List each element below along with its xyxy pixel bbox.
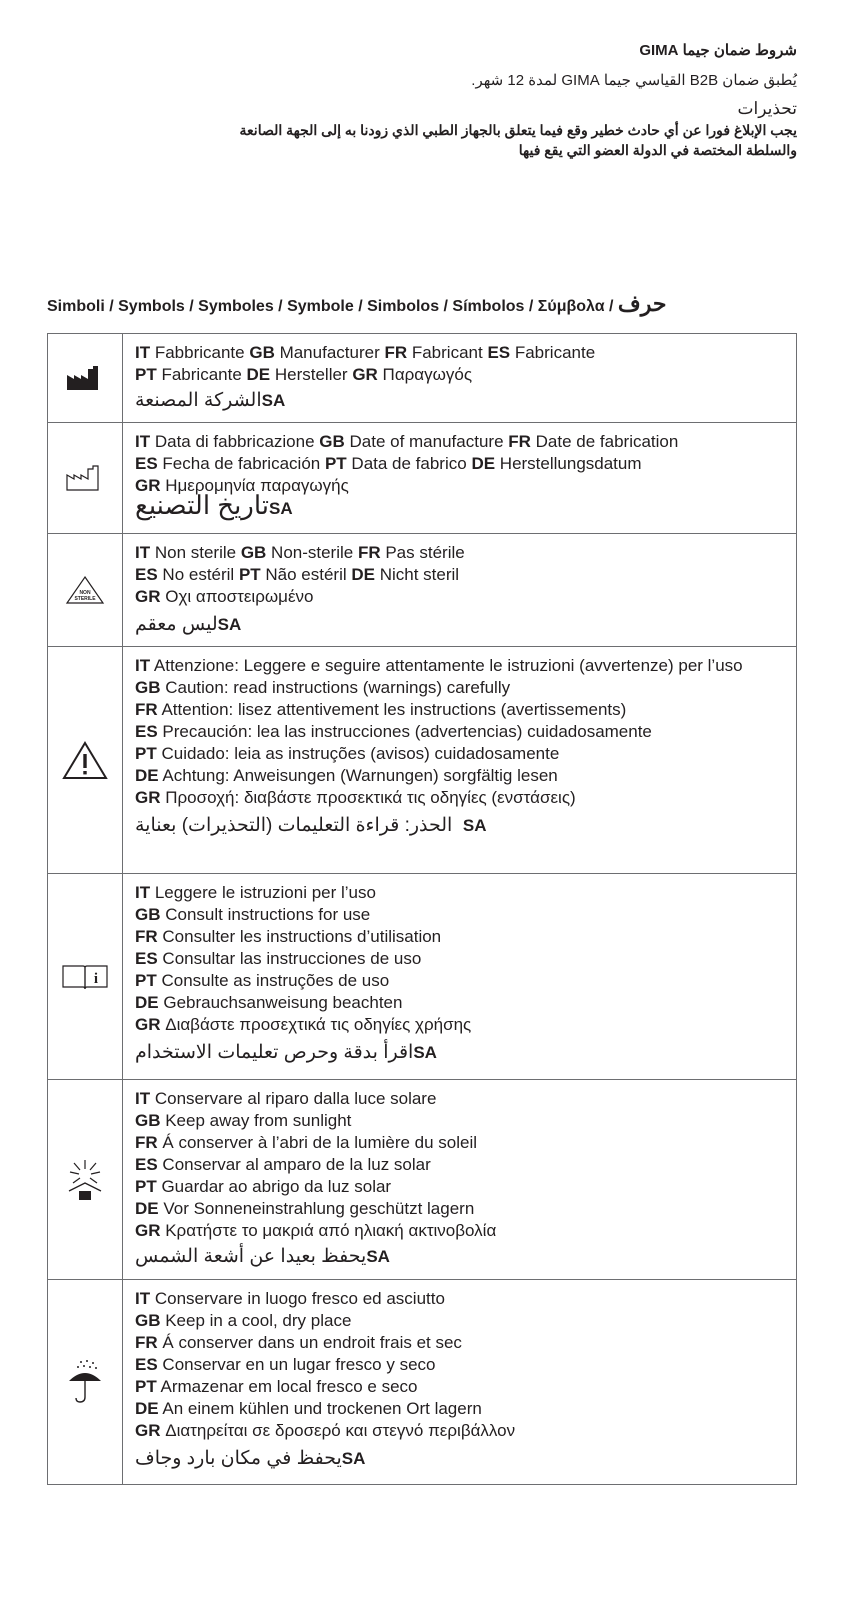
warranty-text: يُطبق ضمان B2B القياسي جيما GIMA لمدة 12 شهر. [471, 72, 797, 89]
table-row [48, 1280, 797, 1485]
lang-code: GR [135, 476, 161, 495]
lang-code: ES [487, 343, 511, 362]
lang-text: Fabricant [407, 343, 488, 362]
lang-code: DE [246, 365, 271, 384]
lang-code: PT [135, 1177, 157, 1196]
lang-text: Κρατήστε το μακριά από ηλιακή ακτινοβολία [160, 1221, 497, 1240]
symbols-table [47, 333, 797, 1485]
svg-text:NON: NON [79, 590, 91, 596]
icon-cell [48, 647, 123, 874]
text-cell [123, 423, 797, 534]
symbols-title-text: Simboli / Symbols / Symboles / Symbole / Simbolos / Símbolos / Σύμβολα / [47, 298, 614, 315]
lang-text: Manufacturer [274, 343, 385, 362]
lang-text: Pas stérile [380, 543, 465, 562]
lang-text: Conservare al riparo dalla luce solare [150, 1089, 437, 1108]
lang-code: SA [269, 499, 293, 518]
lang-line [135, 699, 784, 721]
lang-text: Παραγωγός [377, 365, 473, 384]
lang-line [135, 1288, 784, 1310]
lang-line [135, 564, 784, 586]
lang-code: ES [135, 949, 158, 968]
arabic-text: الحذر: قراءة التعليمات (التحذيرات) بعناية [135, 815, 453, 836]
lang-line [135, 1154, 784, 1176]
lang-code: GR [135, 587, 161, 606]
lang-line [135, 948, 784, 970]
lang-line [135, 453, 784, 475]
lang-code: FR [135, 1133, 158, 1152]
lang-text: Leggere le istruzioni per l’uso [150, 883, 376, 902]
lang-text: Conservar en un lugar fresco y seco [157, 1355, 436, 1374]
lang-text: Guardar ao abrigo da luz solar [156, 1177, 392, 1196]
caution-icon [62, 740, 108, 780]
lang-text: Vor Sonneneinstrahlung geschützt lagern [158, 1199, 475, 1218]
lang-line [135, 882, 784, 904]
arabic-line [135, 1040, 784, 1066]
table-row [48, 647, 797, 874]
lang-code: SA [261, 391, 286, 410]
text-cell [123, 1080, 797, 1280]
lang-code: FR [135, 700, 158, 719]
lang-line [135, 1198, 784, 1220]
lang-code: GB [135, 905, 161, 924]
lang-line [135, 1132, 784, 1154]
lang-code: PT [135, 744, 157, 763]
lang-code: DE [135, 993, 159, 1012]
lang-code: DE [135, 1399, 159, 1418]
arabic-line [135, 388, 784, 414]
warranty-header [37, 40, 797, 160]
lang-code: GB [240, 543, 267, 562]
lang-code: IT [135, 543, 151, 562]
lang-text: Keep in a cool, dry place [160, 1311, 352, 1330]
text-cell [123, 1280, 797, 1485]
lang-text: Attention: lisez attentivement les instructions (avertissements) [157, 700, 627, 719]
lang-text: Consulte as instruções de uso [156, 971, 390, 990]
lang-code: PT [135, 971, 157, 990]
warning-text-line-1: يجب الإبلاغ فورا عن أي حادث خطير وقع فيما يتعلق بالجهاز الطبي الذي زودنا به إلى الجهة الصانعة [239, 122, 797, 138]
table-row [48, 423, 797, 534]
icon-cell [48, 874, 123, 1080]
warning-text-line-2: والسلطة المختصة في الدولة العضو التي يقع فيها [518, 142, 797, 158]
warranty-title: شروط ضمان جيما GIMA [639, 42, 797, 59]
lang-code: PT [135, 1377, 157, 1396]
lang-code: GB [135, 678, 161, 697]
arabic-text: يحفظ في مكان بارد وجاف [135, 1448, 342, 1469]
lang-text: Hersteller [270, 365, 353, 384]
lang-code: IT [135, 343, 151, 362]
lang-code: PT [324, 454, 347, 473]
lang-code: FR [135, 1333, 158, 1352]
icon-cell [48, 423, 123, 534]
lang-text: No estéril [157, 565, 239, 584]
lang-text: Consultar las instrucciones de uso [157, 949, 422, 968]
lang-text: Caution: read instructions (warnings) carefully [160, 678, 511, 697]
svg-text:i: i [93, 970, 99, 987]
lang-code: ES [135, 1155, 158, 1174]
lang-text: Attenzione: Leggere e seguire attentamente le istruzioni (avvertenze) per l’uso [150, 656, 743, 675]
lang-text: Á conserver à l’abri de la lumière du soleil [157, 1133, 478, 1152]
lang-text: Achtung: Anweisungen (Warnungen) sorgfältig lesen [158, 766, 558, 785]
lang-code: PT [135, 365, 157, 384]
lang-line [135, 765, 784, 787]
lang-code: GB [319, 432, 345, 451]
lang-line [135, 586, 784, 608]
lang-text: Gebrauchsanweisung beachten [158, 993, 403, 1012]
lang-text: Data di fabbricazione [150, 432, 320, 451]
lang-code: DE [135, 766, 159, 785]
table-row [48, 334, 797, 423]
keep-away-from-sunlight-icon [67, 1159, 103, 1201]
lang-code: IT [135, 656, 151, 675]
lang-code: FR [357, 543, 381, 562]
table-row [48, 534, 797, 647]
lang-line [135, 992, 784, 1014]
lang-code: FR [508, 432, 531, 451]
lang-text: Nicht steril [375, 565, 460, 584]
lang-line [135, 1354, 784, 1376]
lang-code: FR [384, 343, 408, 362]
lang-line [135, 364, 784, 386]
lang-code: SA [217, 615, 242, 634]
lang-code: ES [135, 454, 158, 473]
icon-cell [48, 1080, 123, 1280]
date-of-manufacture-icon [66, 465, 104, 491]
lang-line [135, 926, 784, 948]
lang-code: DE [135, 1199, 159, 1218]
lang-line [135, 1176, 784, 1198]
lang-code: PT [238, 565, 261, 584]
lang-line [135, 1088, 784, 1110]
text-cell [123, 534, 797, 647]
lang-line [135, 1398, 784, 1420]
lang-code: SA [413, 1043, 437, 1062]
lang-code: DE [471, 454, 496, 473]
lang-text: An einem kühlen und trockenen Ort lagern [158, 1399, 482, 1418]
instructions-info-icon [61, 963, 109, 991]
manufacturer-icon [66, 365, 104, 391]
lang-code: IT [135, 432, 151, 451]
arabic-text: الشركة المصنعة [135, 390, 262, 411]
lang-code: GB [135, 1311, 161, 1330]
lang-code: GR [135, 788, 161, 807]
lang-line [135, 342, 784, 364]
lang-code: GR [135, 1221, 161, 1240]
lang-line [135, 677, 784, 699]
lang-line [135, 431, 784, 453]
text-cell [123, 647, 797, 874]
lang-text: Conservar al amparo de la luz solar [157, 1155, 431, 1174]
lang-line [135, 1110, 784, 1132]
lang-text: Διαβάστε προσεχτικά τις οδηγίες χρήσης [160, 1015, 472, 1034]
lang-text: Date of manufacture [344, 432, 509, 451]
lang-text: Date de fabrication [530, 432, 679, 451]
lang-text: Consulter les instructions d’utilisation [157, 927, 442, 946]
icon-cell [48, 334, 123, 423]
table-row [48, 874, 797, 1080]
lang-text: Fabricante [510, 343, 596, 362]
lang-text: Armazenar em local fresco e seco [156, 1377, 418, 1396]
keep-dry-umbrella-icon [67, 1359, 103, 1405]
arabic-line [135, 813, 784, 839]
lang-code: GB [249, 343, 275, 362]
lang-line [135, 721, 784, 743]
lang-text: Fabricante [156, 365, 247, 384]
lang-text: Cuidado: leia as instruções (avisos) cuidadosamente [156, 744, 560, 763]
lang-code: IT [135, 1289, 151, 1308]
lang-text: Οχι αποστειρωμένο [160, 587, 314, 606]
lang-text: Non-sterile [266, 543, 358, 562]
lang-line [135, 1420, 784, 1442]
lang-text: Keep away from sunlight [160, 1111, 352, 1130]
lang-line [135, 655, 784, 677]
arabic-text: ليس معقم [135, 614, 218, 635]
lang-code: IT [135, 1089, 151, 1108]
lang-code: ES [135, 722, 158, 741]
lang-line [135, 542, 784, 564]
lang-text: Consult instructions for use [160, 905, 371, 924]
icon-cell [48, 1280, 123, 1485]
lang-text: Fabbricante [150, 343, 250, 362]
lang-code: ES [135, 565, 158, 584]
lang-text: Fecha de fabricación [157, 454, 325, 473]
lang-line [135, 1220, 784, 1242]
lang-code: SA [341, 1449, 366, 1468]
lang-line [135, 970, 784, 992]
lang-line [135, 1310, 784, 1332]
lang-text: Ημερομηνία παραγωγής [160, 476, 349, 495]
lang-line [135, 1332, 784, 1354]
symbols-title [47, 292, 666, 319]
lang-code: FR [135, 927, 158, 946]
lang-code: SA [462, 816, 487, 835]
lang-code: GB [135, 1111, 161, 1130]
lang-code: GR [135, 1015, 161, 1034]
arabic-line [135, 612, 784, 638]
svg-text:STERILE: STERILE [74, 596, 96, 602]
lang-text: Data de fabrico [346, 454, 472, 473]
lang-text: Não estéril [260, 565, 352, 584]
icon-cell [48, 534, 123, 647]
arabic-line [135, 1446, 784, 1472]
lang-line [135, 904, 784, 926]
text-cell [123, 334, 797, 423]
lang-code: GR [135, 1421, 161, 1440]
arabic-line [135, 1244, 784, 1270]
warnings-title: تحذيرات [737, 99, 797, 118]
text-cell [123, 874, 797, 1080]
lang-code: DE [351, 565, 375, 584]
arabic-line [135, 489, 784, 525]
lang-text: Non sterile [150, 543, 241, 562]
arabic-text: اقرأ بدقة وحرص تعليمات الاستخدام [135, 1042, 414, 1063]
non-sterile-icon [65, 575, 105, 605]
lang-text: Διατηρείται σε δροσερό και στεγνό περιβάλλον [160, 1421, 516, 1440]
lang-line [135, 787, 784, 809]
lang-line [135, 743, 784, 765]
lang-text: Herstellungsdatum [495, 454, 642, 473]
lang-code: SA [366, 1247, 390, 1266]
lang-code: ES [135, 1355, 158, 1374]
lang-text: Precaución: lea las instrucciones (advertencias) cuidadosamente [157, 722, 652, 741]
lang-code: GR [352, 365, 378, 384]
lang-code: IT [135, 883, 151, 902]
lang-text: Á conserver dans un endroit frais et sec [157, 1333, 462, 1352]
arabic-text: يحفظ بعيدا عن أشعة الشمس [135, 1246, 367, 1267]
lang-line [135, 1376, 784, 1398]
lang-text: Conservare in luogo fresco ed asciutto [150, 1289, 445, 1308]
table-row [48, 1080, 797, 1280]
arabic-text: تاريخ التصنيع [135, 490, 270, 520]
lang-text: Προσοχή: διαβάστε προσεκτικά τις οδηγίες (ενστάσεις) [160, 788, 576, 807]
symbols-title-arabic: حرف [617, 291, 667, 316]
lang-line [135, 1014, 784, 1036]
